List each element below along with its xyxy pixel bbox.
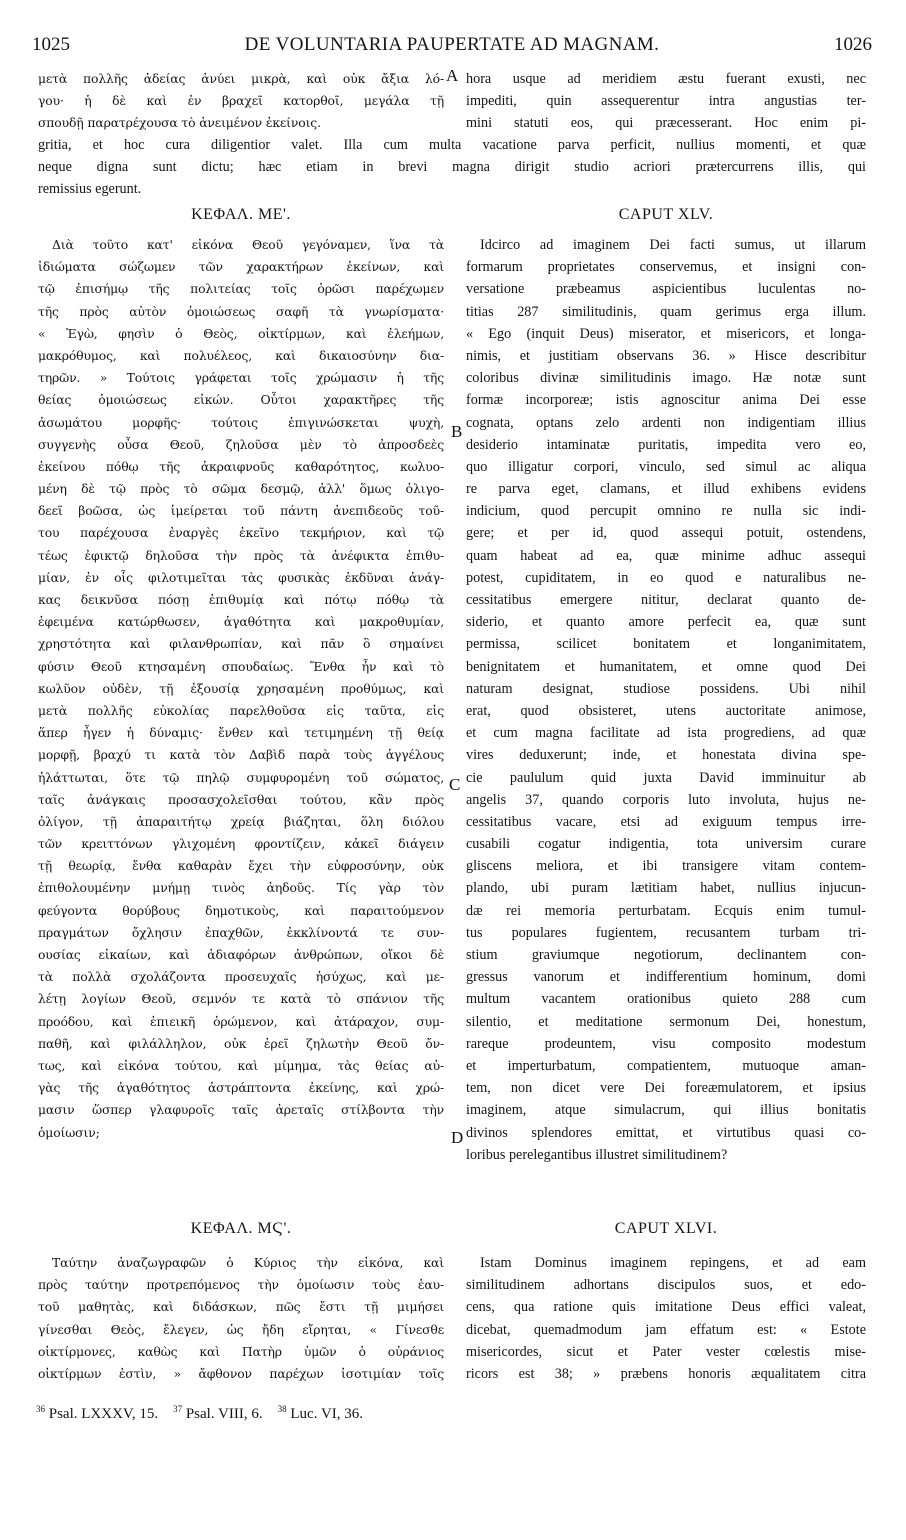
text-line: cognata, optans zelo ardenti non indigentiam illius (466, 414, 866, 431)
margin-marker-d: D (451, 1128, 464, 1147)
text-line: μίαν, ἐν οἷς φιλοτιμεῖται τὰς φυσικὰς ἐκδῦναι ἀνάγ- (38, 569, 444, 585)
text-line: μετὰ πολλῆς ἀδείας ἀνύει μικρὰ, καὶ οὐκ ἄξια λό- (38, 71, 444, 86)
footnote-38-number: 38 (277, 1404, 287, 1414)
text-line: nimis, et justitiam observans 36. » Hisce describitur (466, 347, 866, 364)
text-line: re parva eget, clamans, et illud exhibens evidens (466, 481, 866, 498)
text-line: γὰς τῆς ἀγαθότητος ἀστράπτοντα ἐκείνης, καὶ χρώ- (38, 1080, 444, 1096)
text-line: cens, qua ratione quis imitatione Deus effici valeat, (466, 1299, 866, 1316)
margin-marker-c: C (449, 775, 461, 794)
text-line: multum vacantem orationibus quieto 288 cum (466, 991, 866, 1008)
text-line: titias 287 similitudinis, quam gerimus erga illum. (466, 303, 866, 320)
text-line: ἐκείνου πόθῳ τῆς ἀκραιφνοῦς καθαρότητος, κωλυο- (38, 458, 444, 474)
text-line: gritia, et hoc cura diligentior valet. Illa cum multa vacatione parva perficit, nullius momenti, et quæ (38, 137, 866, 153)
text-line: δεεῖ βοῶσα, ὡς ἱμείρεται τοῦ πάντη ἀνεπιδεοῦς τοῦ- (38, 503, 444, 519)
text-line: ἐπιθολουμένην μνήμῃ τινὸς ἀηδοῦς. Τίς γὰρ τὸν (38, 880, 444, 896)
text-line: συγγενὴς οὖσα Θεοῦ, ζηλοῦσα μὲν τὸ ἀπροσδεὲς (38, 436, 444, 452)
text-line: ταῖς ἀνάγκαις προσασχολεῖσθαι τούτου, κἂν πρὸς (38, 791, 444, 807)
text-line: τῇ θεωρίᾳ, ἔνθα καθαρὰν ἔχει τὴν εὐφροσύνην, οὐκ (38, 858, 444, 874)
text-line: μασιν ὥσπερ γλαφυροῖς ταῖς ἀρεταῖς στίλβοντα τὴν (38, 1102, 444, 1118)
text-line: rareque prodeuntem, visu composito modestum (466, 1035, 866, 1052)
text-line: ἰδιώματα σώζωμεν τῶν χαρακτήρων ἐκείνων, καὶ (38, 259, 444, 275)
footnote-37-text: Psal. VIII, 6. (185, 1406, 263, 1422)
text-line: κωλῦον οὐδὲν, τῇ ἐξουσίᾳ χρησαμένη προθύμως, καὶ (38, 680, 444, 696)
text-line: gere; et per id, quod assequi potuit, ostendens, (466, 525, 866, 542)
text-line: dicebat, quemadmodum jam effatum est: « Estote (466, 1321, 866, 1338)
text-line: tem, non dicet vere Dei foreæmulatorem, et ipsius (466, 1080, 866, 1097)
footnote-36-text: Psal. LXXXV, 15. (48, 1406, 159, 1422)
text-line: σπουδῇ παρατρέχουσα τὸ ἀνειμένον ἐκείνοις. (38, 115, 321, 131)
text-line: του παρέχουσα ἐναργὲς ἐκεῖνο τεκμήριον, καὶ τῷ (38, 525, 444, 541)
footnote-37-number: 37 (173, 1404, 183, 1414)
text-line: indicium, quod percupit omnino re nulla sic indi- (466, 503, 866, 520)
text-line: erat, quod obsisteret, utens auctoritate animose, (466, 702, 866, 719)
text-line: tus populares fugientem, recusantem turbam tri- (466, 924, 866, 941)
text-line: « Ego (inquit Deus) miserator, et misericors, et longa- (466, 325, 866, 342)
page-number-left: 1025 (32, 34, 70, 55)
text-line: τὰ πολλὰ σχολάζοντα προσευχαῖς ἡσύχως, καὶ με- (38, 969, 444, 985)
text-line: silentio, et meditatione sermonum Dei, honestum, (466, 1013, 866, 1030)
text-line: neque digna sunt dictu; hæc etiam in brevi magna dirigit studio acriori prætercurrens illis, qui (38, 159, 866, 176)
greek-chapter-45 (38, 234, 444, 1144)
text-line: et imperturbatum, compatientem, mutuoque aman- (466, 1057, 866, 1074)
text-line: « Ἐγὼ, φησὶν ὁ Θεὸς, οἰκτίρμων, καὶ ἐλεήμων, (38, 325, 444, 341)
text-line: μετὰ πολλῆς εὐκολίας παρελθοῦσα εἰς ταῦτα, εἰς (38, 702, 444, 718)
text-line: vires deduxerunt; inde, et honestata divina spe- (466, 747, 866, 764)
text-line: οἰκτίρμων ἐστὶν, » ἄφθονον παρέχων ἰσοτιμίαν τοῖς (38, 1365, 444, 1381)
text-line: τως, καὶ εἰκόνα τούτου, καὶ μίμημα, τὰς θείας αὐ- (38, 1057, 444, 1073)
text-line: ὁμοίωσιν; (38, 1124, 100, 1140)
text-line: μακρόθυμος, καὶ πολυέλεος, καὶ δικαιοσύνην δια- (38, 347, 444, 363)
greek-chapter-46 (38, 1252, 444, 1385)
running-title: DE VOLUNTARIA PAUPERTATE AD MAGNAM. (244, 34, 660, 55)
text-line: cessitatibus emergere nititur, declarat quanto de- (466, 592, 866, 608)
text-line: formarum proprietates conservemus, et insigni con- (466, 259, 866, 276)
page-number-right: 1026 (834, 34, 872, 55)
footnotes (36, 1404, 363, 1423)
text-line: formæ incorporeæ; istis agnoscitur anima Dei esse (466, 392, 866, 409)
text-line: siderio, et quanto amore perfecit ea, quæ sunt (466, 614, 866, 631)
text-line: ἀσωμάτου μορφῆς· τούτοις ἐπιγινώσκεται ψυχὴ, (38, 414, 444, 430)
text-line: ricors est 38; » præbens honoris æqualitatem citra (466, 1365, 866, 1382)
text-line: permissa, scilicet bonitatem et longanimitatem, (466, 636, 866, 653)
text-line: παθῆ, καὶ φιλάλληλον, οὐκ ἐρεῖ ζηλωτὴν Θεοῦ ὄν- (38, 1035, 444, 1051)
latin-chapter-46 (466, 1252, 866, 1385)
greek-heading-46: ΚΕΦΑΛ. ΜϚ'. (190, 1220, 292, 1237)
text-line: remissius egerunt. (38, 181, 142, 198)
text-line: imaginem, atque simulacrum, qui illius bonitatis (466, 1102, 866, 1119)
text-line: κας δεικνῦσα πόσῃ ἐπιθυμίᾳ καὶ πότῳ πόθῳ τὰ (38, 592, 444, 607)
running-header (32, 34, 872, 60)
top-greek-column (38, 68, 444, 135)
top-latin-column (466, 68, 866, 135)
footnote-36-number: 36 (36, 1404, 45, 1414)
text-line: ἅπερ ἦγεν ἡ δύναμις· ἔνθεν καὶ τετιμημένη τῇ θείᾳ (38, 725, 444, 741)
text-line: τῶν κρειττόνων γλιχομένη φροντίζειν, κἀκεῖ διάγειν (38, 836, 444, 852)
text-line: ἠλάττωται, ὅτε τῷ πηλῷ συμφυρομένη τοῦ σώματος, (38, 769, 444, 785)
text-line: potest, cupiditatem, in eo quod e naturalibus ne- (466, 569, 866, 586)
margin-marker-a: A (446, 66, 459, 85)
latin-chapter-45 (466, 234, 866, 1166)
text-line: γίνεσθαι Θεὸς, ἔλεγεν, ὡς ἤδη εἴρηται, « Γίνεσθε (38, 1321, 444, 1337)
footnote-38-text: Luc. VI, 36. (290, 1406, 364, 1422)
text-line: θείας ὁμοιώσεως εἰκών. Οὗτοι χαρακτῆρες τῆς (38, 392, 444, 408)
text-line: mini statuti eos, qui præcesserant. Hoc enim pi- (466, 115, 866, 132)
text-line: Ταύτην ἀναζωγραφῶν ὁ Κύριος τὴν εἰκόνα, καὶ (52, 1255, 444, 1270)
margin-marker-b: B (451, 422, 463, 441)
text-line: impediti, quin assequerentur intra angustias ter- (466, 93, 866, 110)
text-line: desiderio intaminatæ puritatis, impedita vero eo, (466, 436, 866, 453)
text-line: cusabili cogatur indigentia, tota universim curare (466, 836, 866, 853)
top-latin-wide (38, 134, 866, 201)
text-line: gliscens meliora, et ibi transigere vitam contem- (466, 858, 866, 875)
text-line: τηρῶν. » Τούτοις γράφεται τοῖς χρώμασιν ἡ τῆς (38, 370, 444, 386)
text-line: misericordes, sicut et Pater vester cœlestis mise- (466, 1343, 866, 1360)
text-line: cie paululum quid juxta David imminuitur ab (466, 769, 866, 786)
text-line: τῷ ἐπισήμῳ τῆς πολιτείας τοῖς ὁρῶσι παρέχωμεν (38, 281, 444, 297)
text-line: χρηστότητα καὶ φιλανθρωπίαν, καὶ πᾶν ὃ σημαίνει (38, 636, 444, 652)
text-line: benignitatem et humanitatem, et omne quod Dei (466, 658, 866, 675)
text-line: πραγμάτων ὄχλησιν ἐπαχθῶν, ἐκκλίνοντά τε συν- (38, 924, 444, 940)
text-line: hora usque ad meridiem æstu fuerant exusti, nec (466, 71, 866, 87)
text-line: gressus vanorum et indifferentium hominum, domi (466, 969, 866, 986)
text-line: πρὸς ταύτην προτρεπόμενος τὴν ὁμοίωσιν τοὺς ἑαυ- (38, 1277, 444, 1293)
text-line: μορφῇ, βραχύ τι κατὰ τὸν Δαβὶδ παρὰ τοὺς ἀγγέλους (38, 747, 444, 763)
text-line: quo illigatur corpori, vinculo, sed simul ac aliqua (466, 458, 866, 475)
text-line: τέως ἐφικτῷ δηλοῦσα τὴν πρὸς τὰ ἀνέφικτα ἐπιθυ- (38, 547, 444, 563)
text-line: Istam Dominus imaginem repingens, et ad eam (480, 1255, 866, 1271)
text-line: ἐφειμένα κατώρθωσεν, ἀγαθότητα καὶ μακροθυμίαν, (38, 614, 444, 630)
text-line: γου· ἡ δὲ καὶ ἐν βραχεῖ κατορθοῖ, μεγάλα τῇ (38, 93, 444, 109)
text-line: loribus perelegantibus illustret similitudinem? (466, 1146, 728, 1163)
text-line: plando, ubi puram lætitiam habet, nullius injucun- (466, 880, 866, 897)
text-line: μένη δὲ τῷ πρὸς τὸ σῶμα δεσμῷ, ἀλλ' ὅμως ὀλιγο- (38, 481, 444, 497)
latin-heading-46: CAPUT XLVI. (614, 1220, 718, 1237)
text-line: dæ rei memoria perturbatam. Ecquis enim tumul- (466, 902, 866, 919)
text-line: ουσίας εἰκαίων, καὶ ἀδιαφόρων ἀνθρώπων, οἴκοι δὲ (38, 947, 444, 962)
text-line: τῆς πρὸς αὐτὸν ὁμοιώσεως σαφῆ τὰ γνωρίσματα· (38, 303, 444, 319)
text-line: et cum magna facilitate ad ista progrediens, ad quæ (466, 725, 866, 742)
text-line: τοῦ μαθητὰς, καὶ διδάσκων, πῶς ἔστι τῇ μιμήσει (38, 1299, 444, 1315)
greek-heading-45: ΚΕΦΑΛ. ΜΕ'. (191, 206, 291, 223)
text-line: λέτῃ λογίων Θεοῦ, σεμνόν τε κατὰ τὸ σπάνιον τῆς (38, 991, 444, 1007)
text-line: similitudinem adhortans discipulos suos, et edo- (466, 1277, 866, 1294)
text-line: angelis 37, quando corporis luto involuta, hujus ne- (466, 791, 866, 808)
text-line: φεύγοντα θορύβους δημοτικοὺς, καὶ παραιτούμενον (38, 902, 444, 918)
text-line: versatione præbeamus aspicientibus luculentas no- (466, 281, 866, 298)
text-line: naturam designat, studiose possidens. Ubi nihil (466, 680, 866, 697)
text-line: coloribus divinæ similitudinis imago. Hæ notæ sunt (466, 370, 866, 387)
text-line: stium graviumque negotiorum, declinantem con- (466, 947, 866, 963)
text-line: Idcirco ad imaginem Dei facti sumus, ut illarum (480, 237, 866, 253)
text-line: οἰκτίρμονες, καθὼς καὶ Πατὴρ ὑμῶν ὁ οὐράνιος (38, 1343, 444, 1359)
text-line: cessitatibus vacare, etsi ad exiguum tempus irre- (466, 813, 866, 830)
text-line: Διὰ τοῦτο κατ' εἰκόνα Θεοῦ γεγόναμεν, ἵνα τὰ (52, 237, 444, 252)
text-line: προόδου, καὶ ἐπιεικῆ ὁρώμενον, καὶ ἀτάραχον, συμ- (38, 1013, 444, 1029)
text-line: divinos splendores emittat, et virtutibus quasi co- (466, 1124, 866, 1141)
text-line: φύσιν Θεοῦ κτησαμένη σπουδαίως. Ἔνθα ἦν καὶ τὸ (38, 658, 444, 674)
text-line: quam habeat ad ea, quæ minime adhuc assequi (466, 547, 866, 564)
text-line: ὀλίγον, τῇ ἀπαραιτήτῳ χρείᾳ βιάζηται, ὅλη διόλου (38, 813, 444, 829)
latin-heading-45: CAPUT XLV. (618, 206, 714, 223)
